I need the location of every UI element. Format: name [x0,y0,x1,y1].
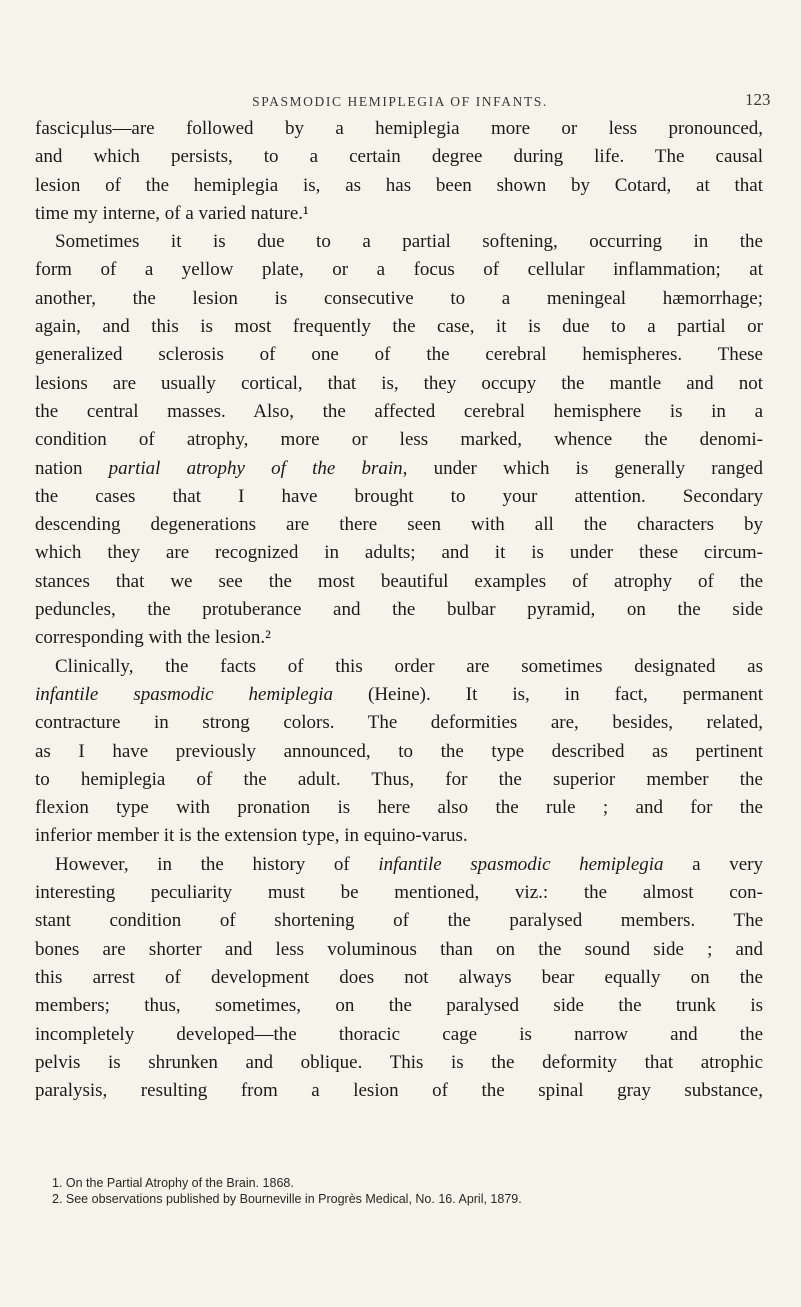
text-line: and which persists, to a certain degree during life. The causal [35,146,763,168]
text-line: as I have previously announced, to the type described as pertinent [35,740,763,762]
text-line: members; thus, sometimes, on the paralysed side the trunk is [35,995,763,1017]
text-line: inferior member it is the extension type, in equino-varus. [35,825,468,847]
text-line: pelvis is shrunken and oblique. This is the deformity that atrophic [35,1051,763,1073]
text-line: fascicµlus—are followed by a hemiplegia more or less pronounced, [35,118,763,139]
text-line: descending degenerations are there seen with all the characters by [35,514,763,536]
text-line: bones are shorter and less voluminous than on the sound side ; and [35,938,763,960]
text-line: another, the lesion is consecutive to a meningeal hæmorrhage; [35,287,763,309]
page-number: 123 [745,90,771,109]
text-line: corresponding with the lesion.² [35,627,271,649]
text-line: Clinically, the facts of this order are sometimes designated as [55,655,763,677]
body-text [35,115,763,1105]
footnote-1: 1. On the Partial Atrophy of the Brain. 1868. [52,1176,294,1190]
text-line: lesions are usually cortical, that is, they occupy the mantle and not [35,372,763,394]
text-line: stances that we see the most beautiful examples of atrophy of the [35,570,763,592]
text-line: condition of atrophy, more or less marked, whence the denomi- [35,429,763,451]
footnotes [52,1176,764,1207]
text-line: incompletely developed—the thoracic cage is narrow and the [35,1023,763,1045]
italic-phrase: partial atrophy of the brain [108,457,403,479]
text-line: this arrest of development does not always bear equally on the [35,966,763,988]
text-line: nation partial atrophy of the brain, under which is generally ranged [35,457,764,479]
italic-phrase: infantile spasmodic hemiplegia [35,683,333,705]
text-line: peduncles, the protuberance and the bulbar pyramid, on the side [35,599,763,621]
text-line: again, and this is most frequently the case, it is due to a partial or [35,316,763,338]
text-line: contracture in strong colors. The deformities are, besides, related, [35,712,763,734]
text-line: time my interne, of a varied nature.¹ [35,202,309,224]
italic-phrase: infantile spasmodic hemiplegia [378,853,664,875]
running-title: SPASMODIC HEMIPLEGIA OF INFANTS. [252,94,548,109]
text-line: infantile spasmodic hemiplegia (Heine). It is, in fact, permanent [35,683,763,705]
text-line: which they are recognized in adults; and it is under these circum- [35,542,763,564]
text-line: flexion type with pronation is here also the rule ; and for the [35,797,763,819]
footnote-2: 2. See observations published by Bourneville in Progrès Medical, No. 16. April, 1879. [52,1191,522,1206]
text-line: to hemiplegia of the adult. Thus, for the superior member the [35,768,763,790]
text-line: lesion of the hemiplegia is, as has been shown by Cotard, at that [35,174,763,196]
text-line: the central masses. Also, the affected cerebral hemisphere is in a [35,400,763,422]
text-line: stant condition of shortening of the paralysed members. The [35,910,763,932]
text-line: the cases that I have brought to your attention. Secondary [35,485,763,507]
text-line: generalized sclerosis of one of the cerebral hemispheres. These [35,344,763,366]
text-line: Sometimes it is due to a partial softening, occurring in the [55,231,763,253]
text-line: paralysis, resulting from a lesion of the spinal gray substance, [35,1080,763,1102]
text-line: However, in the history of infantile spasmodic hemiplegia a very [55,853,763,875]
text-line: form of a yellow plate, or a focus of cellular inflammation; at [35,259,763,281]
text-line: interesting peculiarity must be mentioned, viz.: the almost con- [35,882,763,904]
